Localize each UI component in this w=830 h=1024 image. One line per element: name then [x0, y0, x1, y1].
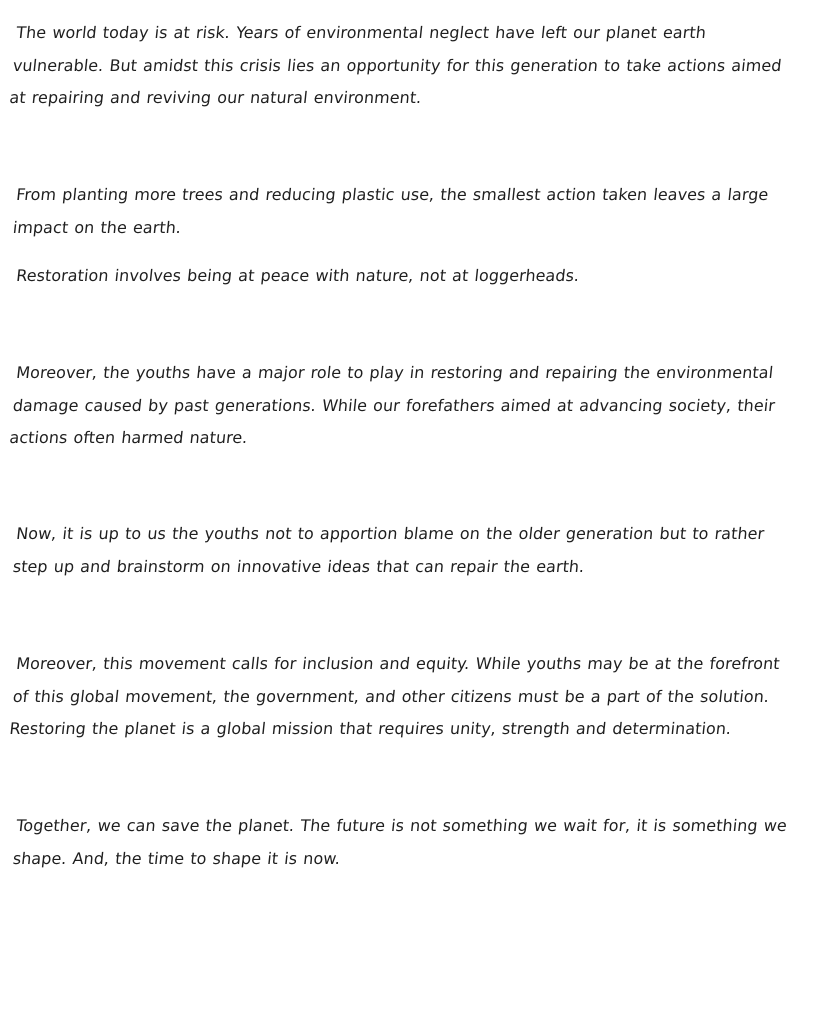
paragraph-intro: The world today is at risk. Years of environmental neglect have left our planet earth vulnerable. But amidst this crisis lies an opportunity for this generation to take actions aimed at repairing and reviving our natural environment. — [8, 23, 783, 107]
paragraph-restoration: Restoration involves being at peace with nature, not at loggerheads. — [15, 266, 581, 285]
paragraph-conclusion: Together, we can save the planet. The future is not something we wait for, it is something we shape. And, the time to shape it is now. — [11, 816, 788, 868]
paragraph-no-blame: Now, it is up to us the youths not to apportion blame on the older generation but to rather step up and brainstorm on innovative ideas that can repair the earth. — [11, 524, 766, 576]
paragraph-small-actions: From planting more trees and reducing plastic use, the smallest action taken leaves a large impact on the earth. — [11, 185, 770, 237]
paragraph-youth-role: Moreover, the youths have a major role to play in restoring and repairing the environmental damage caused by past generations. While our forefathers aimed at advancing society, their actions often harmed nature. — [8, 363, 777, 447]
paragraph-inclusion: Moreover, this movement calls for inclusion and equity. While youths may be at the forefront of this global movement, the government, and other citizens must be a part of the solution. Restoring the planet is a global mission that requires unity, strength and determination. — [8, 654, 781, 738]
